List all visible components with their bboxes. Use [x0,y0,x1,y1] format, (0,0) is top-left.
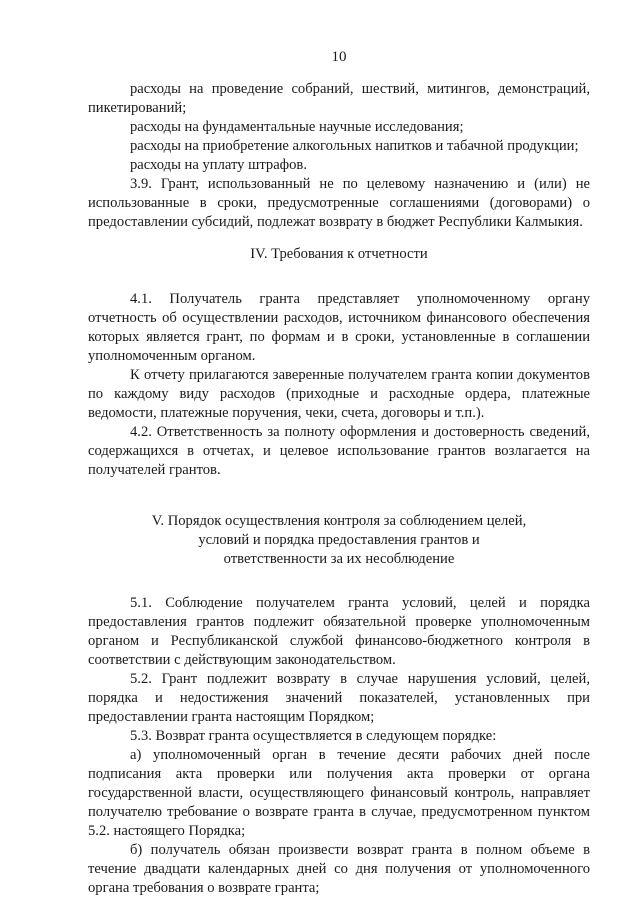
section-5-heading [88,512,590,569]
paragraph-5-2: 5.2. Грант подлежит возврату в случае нарушения условий, целей, порядка и недостижения значений показателей, установленных при предоставлении гранта настоящим Порядком; [88,671,590,725]
paragraph-3-9: 3.9. Грант, использованный не по целевому назначению и (или) не использованные в сроки, предусмотренные соглашениями (договорами) о предоставлении субсидий, подлежат возврату в бюджет Республики Калмыкия. [88,176,590,230]
document-page [88,0,590,905]
paragraph-5-3-a: а) уполномоченный орган в течение десяти рабочих дней после подписания акта проверки или получения акта проверки от органа государственной власти, осуществляющего финансовый контроль, направляет получателю требование о возврате гранта в случае, предусмотренном пунктом 5.2. настоящего Порядка; [88,747,590,839]
paragraph-5-3: 5.3. Возврат гранта осуществляется в следующем порядке: [130,728,497,744]
section-5-heading-line: ответственности за их несоблюдение [223,551,455,567]
paragraph-5-3-b: б) получатель обязан произвести возврат гранта в полном объеме в течение двадцати календарных дней со дня получения от уполномоченного органа требования о возврате гранта; [88,842,590,896]
paragraph-expenses-research: расходы на фундаментальные научные исследования; [130,119,464,135]
section-4-heading: IV. Требования к отчетности [250,246,428,262]
paragraph-5-1: 5.1. Соблюдение получателем гранта условий, целей и порядка предоставления грантов подлежит обязательной проверке уполномоченным органом и Республиканской службой финансово-бюджетного контроля в соответствии с действующим законодательством. [88,595,590,668]
paragraph-4-1: 4.1. Получатель гранта представляет уполномоченному органу отчетность об осуществлении расходов, источником финансового обеспечения которых является грант, по формам и в сроки, установленные в соглашении уполномоченным органом. [88,291,590,364]
paragraph-expenses-rallies: расходы на проведение собраний, шествий, митингов, демонстраций, пикетирований; [88,81,590,116]
document-body [88,80,590,898]
section-5-heading-line: условий и порядка предоставления грантов и [198,532,480,548]
paragraph-4-2: 4.2. Ответственность за полноту оформления и достоверность сведений, содержащихся в отчетах, и целевое использование грантов возлагается на получателей грантов. [88,424,590,478]
page-number: 10 [331,49,347,65]
section-5-heading-line: V. Порядок осуществления контроля за соблюдением целей, [151,513,527,529]
paragraph-report-attachments: К отчету прилагаются заверенные получателем гранта копии документов по каждому виду расходов (приходные и расходные ордера, платежные ведомости, платежные поручения, чеки, счета, договоры и т.п.). [88,367,590,421]
paragraph-expenses-alcohol: расходы на приобретение алкогольных напитков и табачной продукции; [130,138,579,154]
paragraph-expenses-fines: расходы на уплату штрафов. [130,157,307,173]
